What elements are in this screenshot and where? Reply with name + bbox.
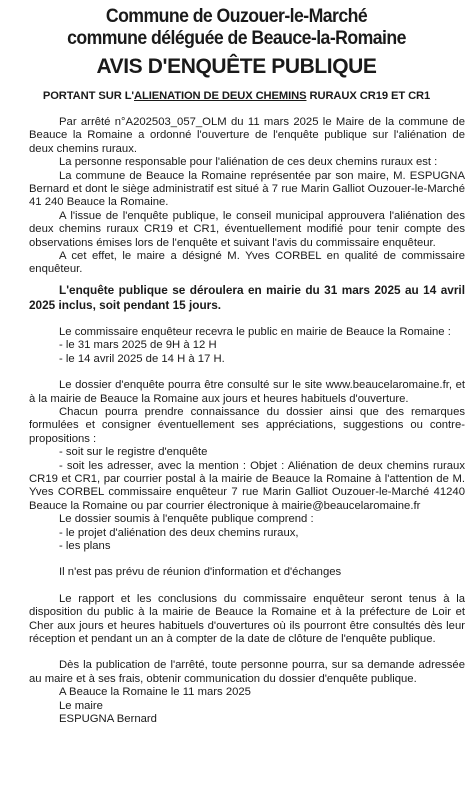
notice-subtitle: PORTANT SUR L'ALIENATION DE DEUX CHEMINS RURAUX CR19 ET CR1 — [42, 90, 431, 102]
paragraph-dates: L'enquête publique se déroulera en mairie du 31 mars 2025 au 14 avril 2025 inclus, soit pendant 15 jours. — [29, 282, 465, 312]
paragraph-consultation: Le dossier d'enquête pourra être consulté sur le site www.beaucelaromaine.fr, et à la mairie de Beauce la Romaine aux jours et heures habituels d'ouverture. — [29, 379, 465, 405]
signature-place-date: A Beauce la Romaine le 11 mars 2025 — [59, 686, 251, 699]
list-item: - le projet d'aliénation des deux chemins ruraux, — [59, 526, 299, 539]
list-item: - les plans — [59, 539, 111, 552]
commune-name: Commune de Ouzouer-le-Marché — [105, 6, 368, 27]
paragraph-arrete: Par arrêté n°A202503_057_OLM du 11 mars 2025 le Maire de la commune de Beauce la Romaine a ordonné l'ouverture de l'enquête publique sur l'aliénation de deux chemins ruraux. — [29, 116, 465, 155]
commune-deleguee: commune déléguée de Beauce-la-Romaine — [67, 28, 406, 49]
list-item: - soit sur le registre d'enquête — [59, 446, 208, 459]
paragraph-commissaire: A cet effet, le maire a désigné M. Yves CORBEL en qualité de commissaire enquêteur. — [29, 250, 465, 276]
paragraph-commune: La commune de Beauce la Romaine représentée par son maire, M. ESPUGNA Bernard et dont le siège administratif est situé à 7 rue Marin Galliot Ouzouer-le-Marché 41 240 Beauce la Romaine. — [29, 169, 465, 209]
paragraph-dossier: Le dossier soumis à l'enquête publique comprend : — [59, 513, 314, 526]
paragraph-adresser: - soit les adresser, avec la mention : Objet : Aliénation de deux chemins ruraux CR19 et CR1, par courrier postal à la mairie de Beauce la Romaine à l'attention de M. Yves CORBEL commissaire enquêteur 7 rue Marin Galliot Ouzouer-le-Marché 41240 Beauce la Romaine ou par courrier électronique à mairie@beaucelaromaine.fr — [29, 459, 465, 512]
paragraph-permanences: Le commissaire enquêteur recevra le public en mairie de Beauce la Romaine : — [59, 325, 451, 338]
paragraph-responsable: La personne responsable pour l'aliénation de ces deux chemins ruraux est : — [59, 156, 438, 169]
paragraph-observations: Chacun pourra prendre connaissance du dossier ainsi que des remarques formulées et consigner éventuellement ses appréciations, suggestions ou contre-propositions : — [29, 405, 465, 445]
list-item: - le 31 mars 2025 de 9H à 12 H — [59, 339, 217, 352]
paragraph-issue: A l'issue de l'enquête publique, le conseil municipal approuvera l'aliénation des deux chemins ruraux CR19 et CR1, éventuellement modifié pour tenir compte des observations émises lors de l'enquête et suivant l'avis du commissaire enquêteur. — [29, 209, 465, 249]
signature-role: Le maire — [59, 699, 103, 712]
paragraph-publication: Dès la publication de l'arrêté, toute personne pourra, sur sa demande adressée au maire et à ses frais, obtenir communication du dossier d'enquête publique. — [29, 659, 465, 685]
notice-title: AVIS D'ENQUÊTE PUBLIQUE — [96, 55, 377, 78]
signature-name: ESPUGNA Bernard — [59, 713, 157, 726]
paragraph-reunion: Il n'est pas prévu de réunion d'information et d'échanges — [59, 566, 342, 579]
paragraph-rapport: Le rapport et les conclusions du commissaire enquêteur seront tenus à la disposition du public à la mairie de Beauce la Romaine et à la préfecture de Loir et Cher aux jours et heures habituels d'ouvertures où ils pourront être consultés dès leur réception et pendant un an à compter de la date de clôture de l'enquête publique. — [29, 592, 465, 645]
list-item: - le 14 avril 2025 de 14 H à 17 H. — [59, 352, 225, 365]
subtitle-underlined: ALIENATION DE DEUX CHEMINS — [134, 90, 307, 102]
